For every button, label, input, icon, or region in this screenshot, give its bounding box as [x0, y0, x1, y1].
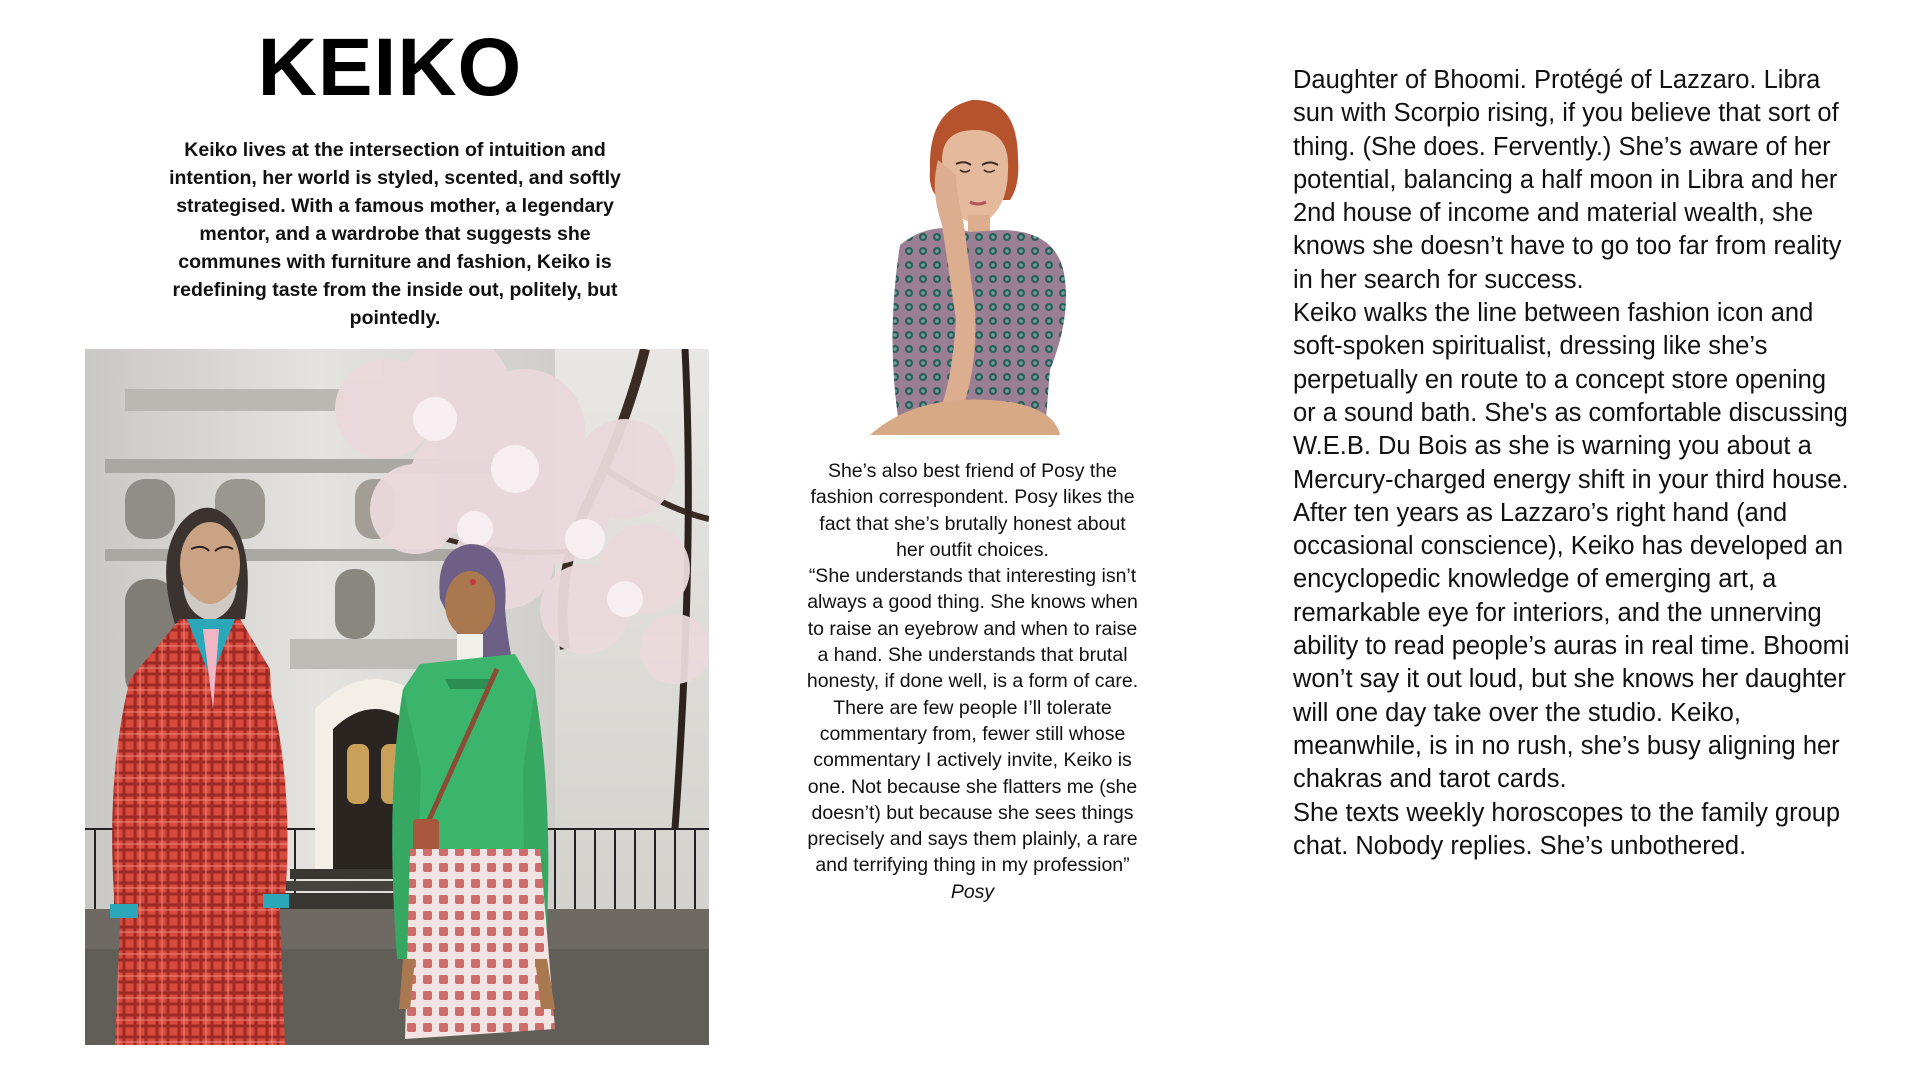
collage-illustration	[85, 349, 709, 1045]
quote-text: “She understands that interesting isn’t always a good thing. She knows when to raise an eyebrow and when to raise a hand. She understands that brutal honesty, if done well, is a form of care. There are few people I’ll tolerate commentary from, fewer still whose commentary I actively invite, Keiko is one. Not because she flatters me (she doesn’t) but because she sees things precisely and says them plainly, a rare and terrifying thing in my profession”	[806, 565, 1139, 877]
posy-quote-block	[805, 458, 1140, 905]
keiko-biography	[1293, 64, 1853, 863]
keiko-portrait	[860, 90, 1090, 440]
bio-paragraph-1: Daughter of Bhoomi. Protégé of Lazzaro. Libra sun with Scorpio rising, if you believe that sort of thing. (She does. Fervently.) She’s aware of her potential, balancing a half moon in Libra and her 2nd house of income and material wealth, she knows she doesn’t have to go too far from reality in her search for success.	[1293, 66, 1842, 294]
quote-context: She’s also best friend of Posy the fashion correspondent. Posy likes the fact that she’s brutally honest about her outfit choices.	[810, 460, 1135, 561]
intro-paragraph: Keiko lives at the intersection of intuition and intention, her world is styled, scented, and softly strategised. With a famous mother, a legendary mentor, and a wardrobe that suggests she communes with furniture and fashion, Keiko is redefining taste from the inside out, politely, but pointedly.	[169, 139, 621, 329]
keiko-portrait-illustration	[860, 90, 1090, 440]
page-title: KEIKO	[257, 22, 523, 113]
bio-paragraph-4: She texts weekly horoscopes to the family group chat. Nobody replies. She’s unbothered.	[1293, 798, 1841, 860]
townhouse-scene	[85, 349, 709, 1045]
quote-attribution: Posy	[950, 880, 995, 903]
bio-paragraph-2: Keiko walks the line between fashion icon and soft-spoken spiritualist, dressing like she’s perpetually en route to a concept store opening or a sound bath. She's as comfortable discussing W.E.B. Du Bois as she is warning you about a Mercury-charged energy shift in your third house.	[1293, 299, 1849, 494]
bio-paragraph-3: After ten years as Lazzaro’s right hand (and occasional conscience), Keiko has developed an encyclopedic knowledge of emerging art, a remarkable eye for interiors, and the unnerving ability to read people’s auras in real time. Bhoomi won’t say it out loud, but she knows her daughter will one day take over the studio. Keiko, meanwhile, is in no rush, she’s busy aligning her chakras and tarot cards.	[1293, 498, 1850, 794]
